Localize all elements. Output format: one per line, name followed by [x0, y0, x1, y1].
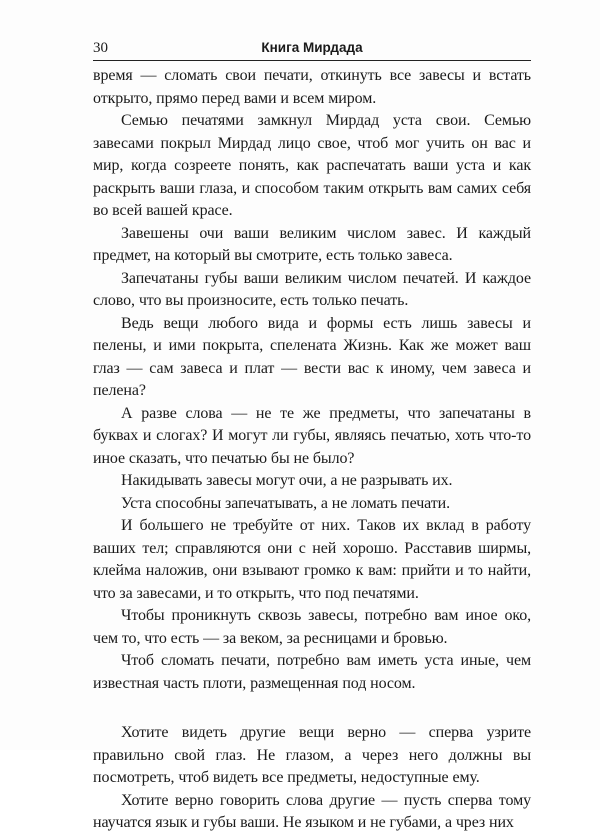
paragraph: Чтобы проникнуть сквозь завесы, потребно вам иное око, чем то, что есть — за веком, за ресницами и бровью.: [93, 607, 531, 647]
paragraph: Накидывать завесы могут очи, а не разрывать их.: [121, 472, 453, 489]
running-title: Книга Мирдада: [261, 40, 363, 55]
section-break: [93, 695, 531, 722]
paragraph: Завешены очи ваши великим числом завес. И каждый предмет, на который вы смотрите, есть только завеса.: [93, 224, 531, 264]
page-header: [93, 36, 531, 61]
paragraph: Хотите видеть другие вещи верно — сперва узрите правильно свой глаз. Не глазом, а через него должны вы посмотреть, чтоб видеть все предметы, недоступные ему.: [93, 724, 531, 786]
paragraph: Семью печатями замкнул Мирдад уста свои. Семью завесами покрыл Мирдад лицо свое, чтоб мог учить он вас и мир, когда созреете понять, как распечатать ваши уста и как раскрыть ваши глаза, и способом таким открыть вам самих себя во всей вашей красе.: [93, 112, 531, 219]
paragraph: Ведь вещи любого вида и формы есть лишь завесы и пелены, и ими покрыта, спелената Жизнь. Как же может ваш глаз — сам завеса и плат — вести вас к иному, чем завеса и пелена?: [93, 314, 531, 399]
body-text: [93, 65, 531, 835]
paragraph-continued: время — сломать свои печати, откинуть все завесы и встать открыто, прямо перед вами и всем миром.: [93, 67, 531, 107]
page-number: 30: [93, 40, 108, 56]
paragraph: Хотите верно говорить слова другие — пусть сперва тому научатся язык и губы ваши. Не языком и не губами, а чрез них: [93, 791, 531, 831]
paragraph: И большего не требуйте от них. Таков их вклад в работу ваших тел; справляются они с ней хорошо. Расставив ширмы, клейма наложив, они взывают громко к вам: прийти и то найти, что за завесами, и то открыть, что под печатями.: [93, 517, 531, 602]
paragraph: Уста способны запечатывать, а не ломать печати.: [121, 494, 450, 512]
paragraph: А разве слова — не те же предметы, что запечатаны в буквах и слогах? И могут ли губы, являясь печатью, хоть что-то иное сказать, что печатью бы не было?: [93, 404, 531, 467]
paragraph: Запечатаны губы ваши великим числом печатей. И каждое слово, что вы произносите, есть только печать.: [93, 269, 531, 309]
paragraph: Чтоб сломать печати, потребно вам иметь уста иные, чем известная часть плоти, размещенная под носом.: [93, 652, 531, 692]
